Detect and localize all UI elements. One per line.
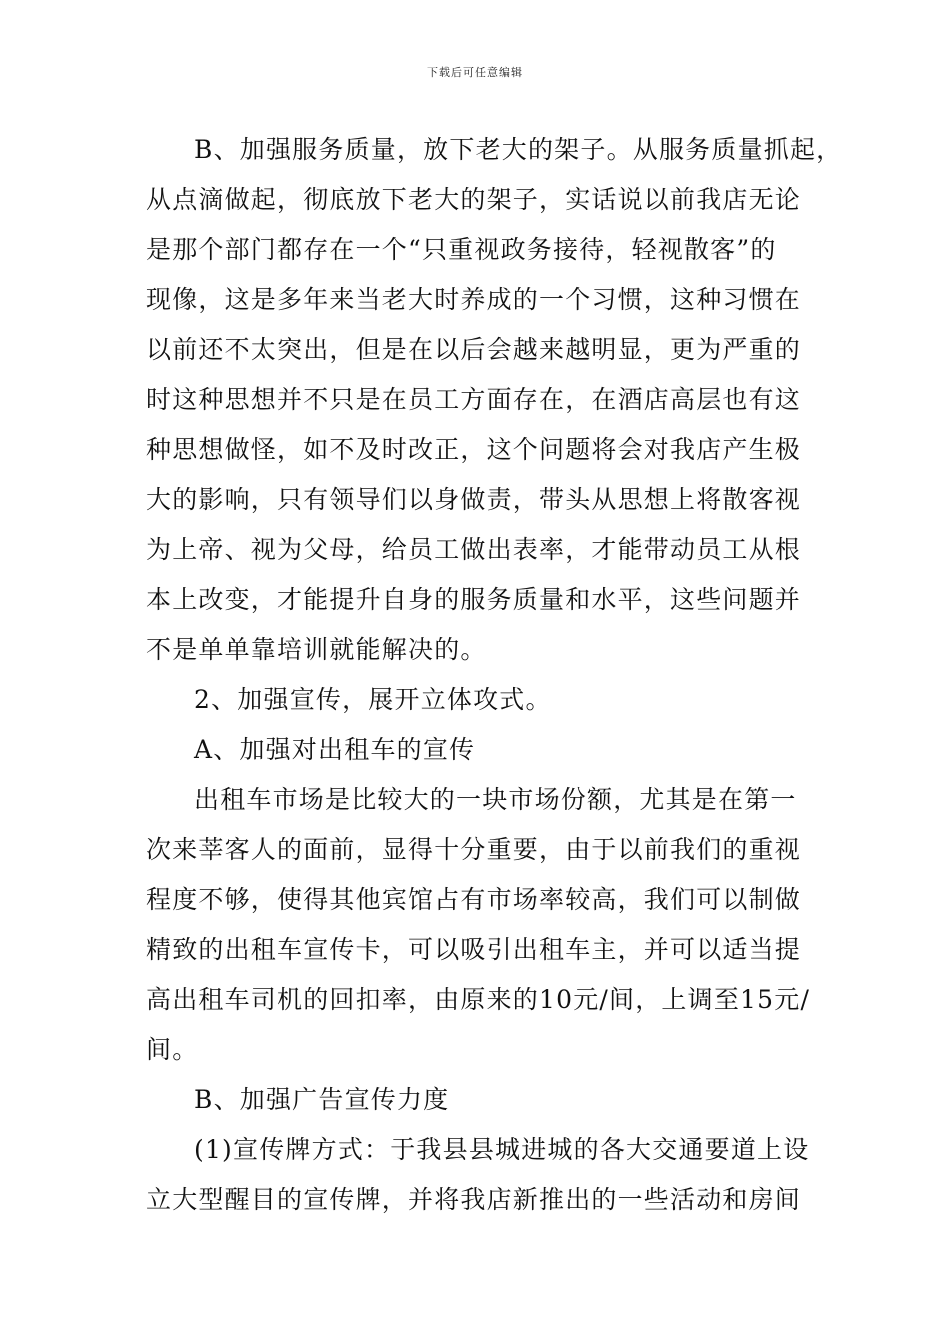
paragraph-line: 大的影响，只有领导们以身做责，带头从思想上将散客视 [146, 485, 802, 514]
paragraph-line: 次来莘客人的面前，显得十分重要，由于以前我们的重视 [146, 835, 802, 864]
page-header: 下载后可任意编辑 [427, 66, 523, 79]
paragraph-line: 程度不够，使得其他宾馆占有市场率较高，我们可以制做 [146, 885, 802, 914]
paragraph-line: 间。 [146, 1035, 199, 1064]
paragraph-line: 是那个部门都存在一个“只重视政务接待，轻视散客”的 [146, 235, 777, 264]
paragraph-line: 高出租车司机的回扣率，由原来的10元/间，上调至15元/ [146, 985, 811, 1014]
paragraph-line: 出租车市场是比较大的一块市场份额，尤其是在第一 [194, 785, 797, 814]
paragraph-line: 为上帝、视为父母，给员工做出表率，才能带动员工从根 [146, 535, 802, 564]
paragraph-line: 不是单单靠培训就能解决的。 [146, 635, 487, 664]
subsection-heading: B、加强广告宣传力度 [194, 1085, 450, 1114]
paragraph-line: 立大型醒目的宣传牌，并将我店新推出的一些活动和房间 [146, 1185, 802, 1214]
paragraph-line: (1)宣传牌方式：于我县县城进城的各大交通要道上设 [194, 1135, 810, 1164]
paragraph-line: 精致的出租车宣传卡，可以吸引出租车主，并可以适当提 [146, 935, 802, 964]
paragraph-line: 本上改变，才能提升自身的服务质量和水平，这些问题并 [146, 585, 802, 614]
paragraph-line: 从点滴做起，彻底放下老大的架子，实话说以前我店无论 [146, 185, 802, 214]
paragraph-line: 以前还不太突出，但是在以后会越来越明显，更为严重的 [146, 335, 802, 364]
document-body [146, 125, 843, 1225]
subsection-heading: A、加强对出租车的宣传 [194, 735, 476, 764]
section-heading: 2、加强宣传，展开立体攻式。 [194, 685, 552, 714]
paragraph-line: B、加强服务质量，放下老大的架子。从服务质量抓起， [194, 135, 843, 164]
paragraph-line: 现像，这是多年来当老大时养成的一个习惯，这种习惯在 [146, 285, 802, 314]
paragraph-line: 时这种思想并不只是在员工方面存在，在酒店高层也有这 [146, 385, 802, 414]
paragraph-line: 种思想做怪，如不及时改正，这个问题将会对我店产生极 [146, 435, 802, 464]
